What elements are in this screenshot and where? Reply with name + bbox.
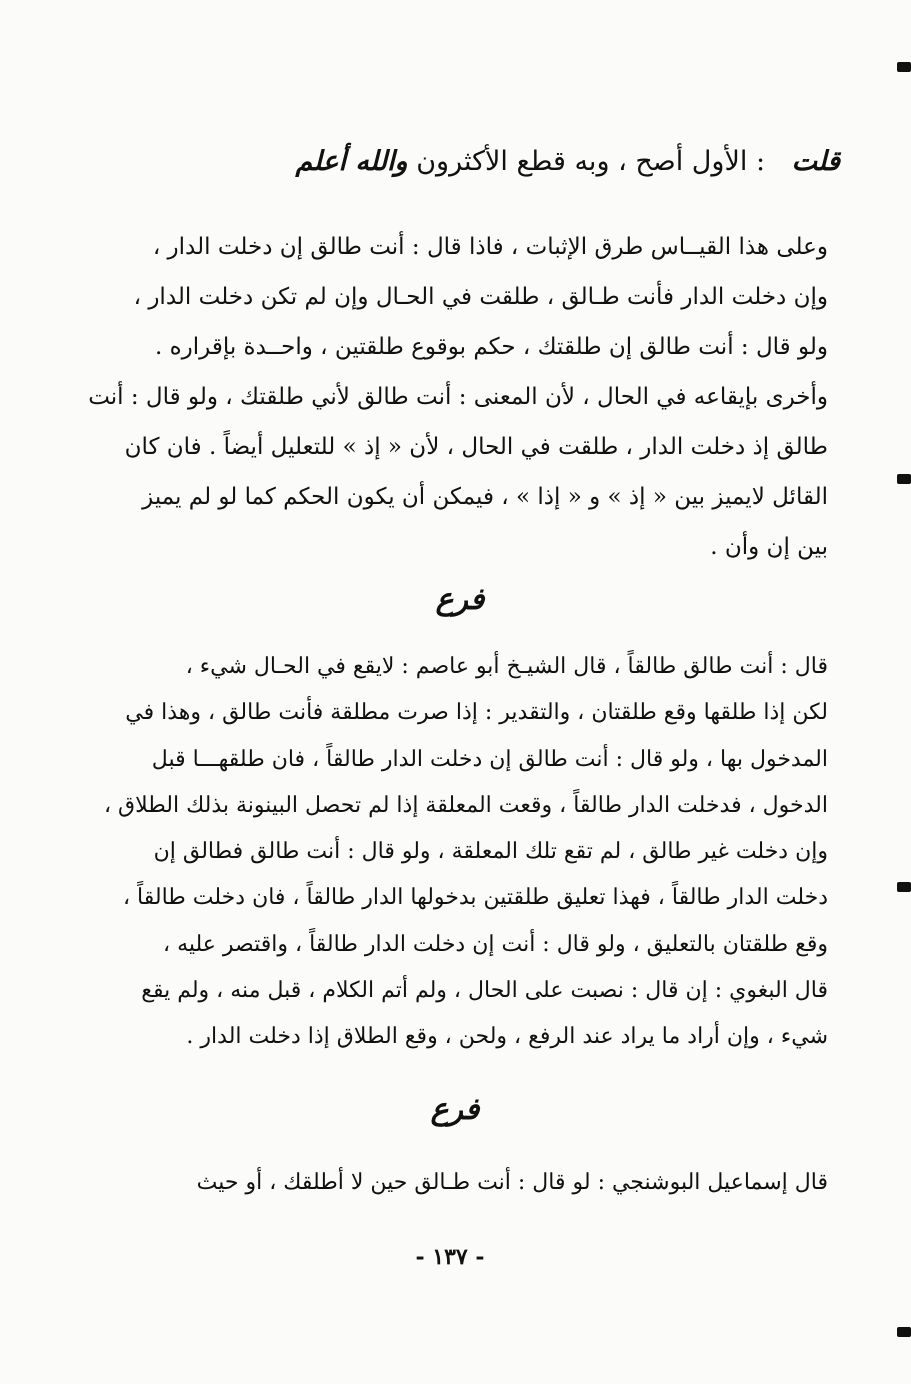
- qult-line: [270, 140, 840, 184]
- text-line: قال : أنت طالق طالقاً ، قال الشيـخ أبو عاصم : لايقع في الحـال شيء ،: [185, 654, 828, 679]
- page-number: - ١٣٧ -: [415, 1244, 485, 1270]
- text-line: القائل لايميز بين « إذ » و « إذا » ، فيمكن أن يكون الحكم كما لو لم يميز: [142, 484, 828, 510]
- text-line: وإن دخلت الدار فأنت طـالق ، طلقت في الحـال وإن لم تكن دخلت الدار ،: [133, 284, 828, 310]
- scan-edge-mark: [897, 882, 911, 892]
- text-line: وإن دخلت غير طالق ، لم تقع تلك المعلقة ، ولو قال : أنت طالق فطالق إن: [153, 839, 828, 865]
- scan-edge-mark: [897, 62, 911, 72]
- text-line: بين إن وأن .: [710, 534, 828, 560]
- text-line: قال البغوي : إن قال : نصبت على الحال ، ولم أتم الكلام ، قبل منه ، ولم يقع: [141, 978, 828, 1004]
- text-line: شيء ، وإن أراد ما يراد عند الرفع ، ولحن ، وقع الطلاق إذا دخلت الدار .: [186, 1024, 828, 1050]
- qult-label: قلت: [791, 146, 840, 177]
- section-heading: فرع: [430, 1092, 480, 1127]
- text-line: طالق إذ دخلت الدار ، طلقت في الحال ، لأن « إذ » للتعليل أيضاً . فان كان: [124, 434, 828, 460]
- text-line: وأخرى بإيقاعه في الحال ، لأن المعنى : أنت طالق لأني طلقتك ، ولو قال : أنت: [88, 384, 828, 410]
- qult-text: : الأول أصح ، وبه قطع الأكثرون: [416, 146, 766, 177]
- text-line: دخلت الدار طالقاً ، فهذا تعليق طلقتين بدخولها الدار طالقاً ، فان دخلت طالقاً ،: [122, 885, 828, 911]
- text-line: لكن إذا طلقها وقع طلقتان ، والتقدير : إذا صرت مطلقة فأنت طالق ، وهذا في: [125, 700, 828, 726]
- text-line: قال إسماعيل البوشنجي : لو قال : أنت طـالق حين لا أطلقك ، أو حيث: [196, 1170, 828, 1195]
- section-heading: فرع: [435, 582, 485, 617]
- paragraph-3: [100, 1160, 828, 1206]
- paragraph-2: [100, 644, 828, 1061]
- paragraph-1: [88, 222, 828, 572]
- text-line: الدخول ، فدخلت الدار طالقاً ، وقعت المعلقة إذا لم تحصل البينونة بذلك الطلاق ،: [103, 792, 828, 818]
- qult-closing: والله أعلم: [295, 146, 408, 177]
- scan-edge-mark: [897, 474, 911, 484]
- text-line: ولو قال : أنت طالق إن طلقتك ، حكم بوقوع طلقتين ، واحــدة بإقراره .: [154, 334, 828, 360]
- text-line: وعلى هذا القيــاس طرق الإثبات ، فاذا قال : أنت طالق إن دخلت الدار ،: [152, 234, 828, 260]
- scan-edge-mark: [897, 1327, 911, 1337]
- text-line: المدخول بها ، ولو قال : أنت طالق إن دخلت الدار طالقاً ، فان طلقهـــا قبل: [151, 746, 828, 772]
- text-line: وقع طلقتان بالتعليق ، ولو قال : أنت إن دخلت الدار طالقاً ، واقتصر عليه ،: [162, 931, 828, 957]
